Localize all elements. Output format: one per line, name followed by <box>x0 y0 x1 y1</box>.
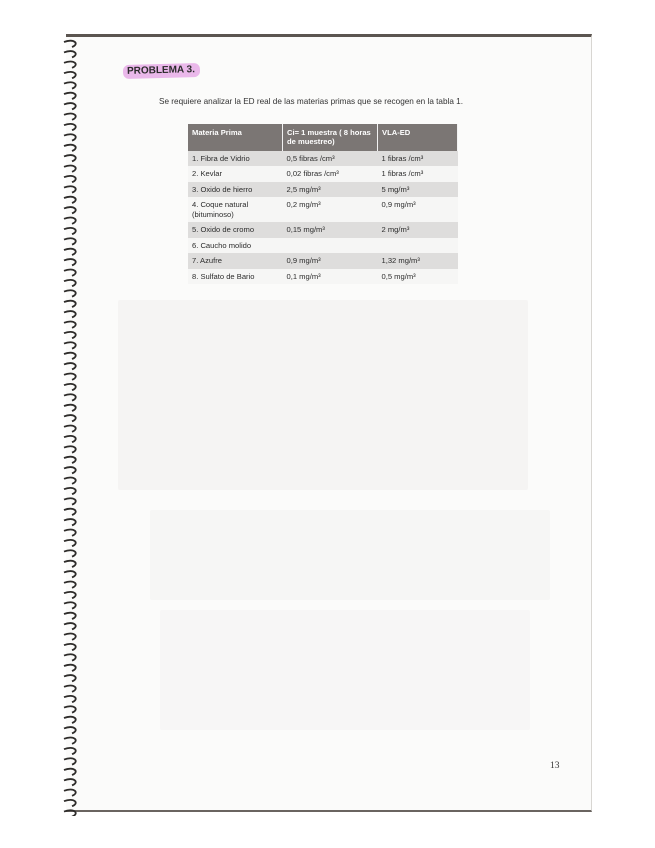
binding-coil <box>64 717 76 723</box>
show-through-shading <box>150 510 550 600</box>
table-cell: 6. Caucho molido <box>188 238 283 253</box>
binding-coil <box>64 186 76 192</box>
binding-coil <box>64 124 76 130</box>
binding-coil <box>64 758 76 764</box>
binding-coil <box>64 685 76 691</box>
binding-coil <box>64 301 76 307</box>
binding-coil <box>64 290 76 296</box>
binding-coil <box>64 467 76 473</box>
binding-coil <box>64 613 76 619</box>
table-cell: 2,5 mg/m³ <box>283 182 378 197</box>
problem-heading: PROBLEMA 3. <box>123 63 200 79</box>
binding-coil <box>64 446 76 452</box>
binding-coil <box>64 789 76 795</box>
binding-coil <box>64 436 76 442</box>
binding-coil <box>64 519 76 525</box>
binding-coil <box>64 342 76 348</box>
binding-coil <box>64 779 76 785</box>
binding-coil <box>64 259 76 265</box>
table-row <box>188 166 458 181</box>
binding-coil <box>64 540 76 546</box>
binding-coil <box>64 748 76 754</box>
column-header: Ci= 1 muestra ( 8 horas de muestreo) <box>283 124 378 151</box>
binding-coil <box>64 477 76 483</box>
binding-coil <box>64 373 76 379</box>
binding-coil <box>64 654 76 660</box>
table-cell: 5. Oxido de cromo <box>188 222 283 237</box>
table-cell: 1 fibras /cm³ <box>378 151 458 166</box>
table-header-row <box>188 124 458 151</box>
intro-paragraph: Se requiere analizar la ED real de las materias primas que se recogen en la tabla 1. <box>159 97 464 106</box>
table-row <box>188 222 458 237</box>
binding-coil <box>64 737 76 743</box>
binding-coil <box>64 93 76 99</box>
binding-coil <box>64 550 76 556</box>
binding-coil <box>64 602 76 608</box>
table-cell: 1. Fibra de Vidrio <box>188 151 283 166</box>
table-cell: 1,32 mg/m³ <box>378 253 458 268</box>
table-cell: 0,1 mg/m³ <box>283 269 378 284</box>
table-row <box>188 238 458 253</box>
table-cell: 2 mg/m³ <box>378 222 458 237</box>
table-cell: 0,5 mg/m³ <box>378 269 458 284</box>
table-cell: 8. Sulfato de Bario <box>188 269 283 284</box>
binding-coil <box>64 571 76 577</box>
binding-coil <box>64 592 76 598</box>
binding-coil <box>64 384 76 390</box>
binding-coil <box>64 61 76 67</box>
binding-coil <box>64 581 76 587</box>
binding-coil <box>64 51 76 57</box>
binding-coil <box>64 415 76 421</box>
table-cell: 1 fibras /cm³ <box>378 166 458 181</box>
show-through-shading <box>118 300 528 490</box>
table-row <box>188 197 458 222</box>
table-cell: 0,5 fibras /cm³ <box>283 151 378 166</box>
binding-coil <box>64 706 76 712</box>
binding-coil <box>64 696 76 702</box>
binding-coil <box>64 561 76 567</box>
table-cell: 2. Kevlar <box>188 166 283 181</box>
table-cell: 0,2 mg/m³ <box>283 197 378 222</box>
binding-coil <box>64 228 76 234</box>
table-row <box>188 253 458 268</box>
binding-coil <box>64 41 76 47</box>
binding-coil <box>64 165 76 171</box>
binding-coil <box>64 363 76 369</box>
column-header: Materia Prima <box>188 124 283 151</box>
binding-coil <box>64 82 76 88</box>
table-cell: 7. Azufre <box>188 253 283 268</box>
table-cell: 0,9 mg/m³ <box>283 253 378 268</box>
binding-coil <box>64 509 76 515</box>
binding-coil <box>64 633 76 639</box>
binding-coil <box>64 207 76 213</box>
materials-table <box>188 124 458 284</box>
binding-coil <box>64 217 76 223</box>
table-row <box>188 269 458 284</box>
table-row <box>188 182 458 197</box>
binding-coil <box>64 425 76 431</box>
binding-coil <box>64 769 76 775</box>
binding-coil <box>64 269 76 275</box>
binding-coil <box>64 488 76 494</box>
binding-coil <box>64 238 76 244</box>
binding-coil <box>64 644 76 650</box>
binding-coil <box>64 498 76 504</box>
binding-coil <box>64 134 76 140</box>
table-cell: 0,9 mg/m³ <box>378 197 458 222</box>
binding-coil <box>64 332 76 338</box>
table-cell: 3. Oxido de hierro <box>188 182 283 197</box>
table-cell <box>378 238 458 253</box>
binding-coil <box>64 675 76 681</box>
binding-coil <box>64 394 76 400</box>
table-cell: 0,15 mg/m³ <box>283 222 378 237</box>
binding-coil <box>64 72 76 78</box>
binding-coil <box>64 197 76 203</box>
binding-coil <box>64 321 76 327</box>
binding-coil <box>64 810 76 816</box>
binding-coil <box>64 113 76 119</box>
table-cell: 5 mg/m³ <box>378 182 458 197</box>
binding-coil <box>64 353 76 359</box>
binding-coil <box>64 103 76 109</box>
binding-coil <box>64 176 76 182</box>
binding-coil <box>64 145 76 151</box>
binding-coil <box>64 457 76 463</box>
table-cell <box>283 238 378 253</box>
binding-coil <box>64 280 76 286</box>
binding-coil <box>64 727 76 733</box>
binding-coil <box>64 800 76 806</box>
column-header: VLA-ED <box>378 124 458 151</box>
spiral-binding <box>60 36 82 816</box>
table-cell: 4. Coque natural (bituminoso) <box>188 197 283 222</box>
binding-coil <box>64 529 76 535</box>
binding-coil <box>64 623 76 629</box>
table-row <box>188 151 458 166</box>
binding-coil <box>64 665 76 671</box>
table-cell: 0,02 fibras /cm³ <box>283 166 378 181</box>
binding-coil <box>64 249 76 255</box>
show-through-shading <box>160 610 530 730</box>
binding-coil <box>64 155 76 161</box>
binding-coil <box>64 405 76 411</box>
binding-coil <box>64 311 76 317</box>
page-number: 13 <box>550 761 560 771</box>
